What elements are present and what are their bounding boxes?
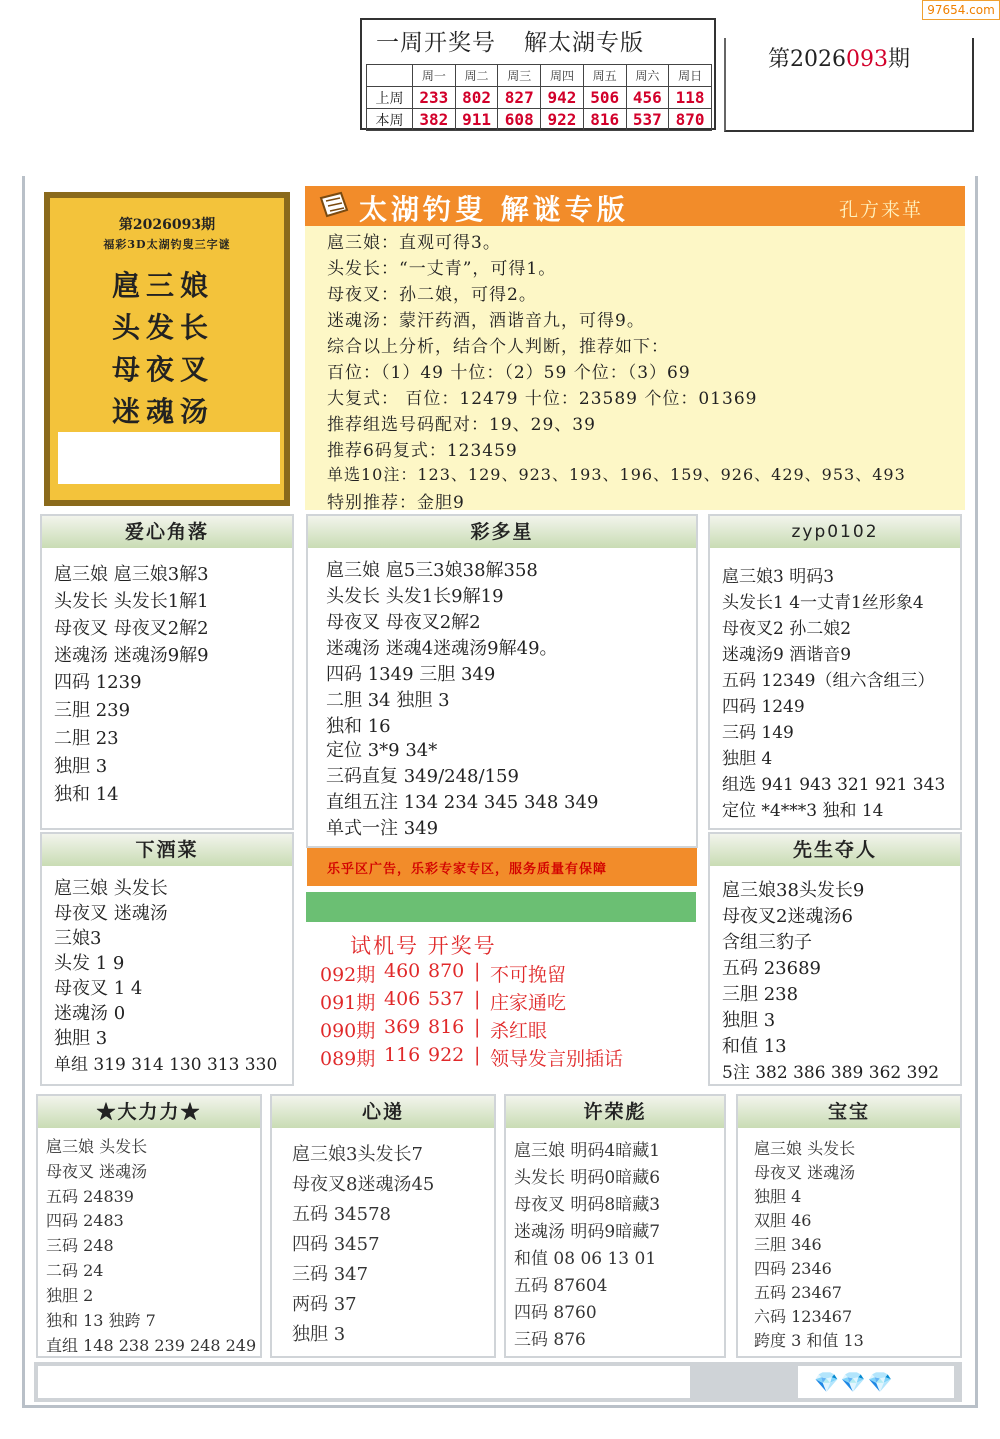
riddle-author: 孔方来革 (838, 199, 923, 221)
draw-number: 922 (428, 1044, 465, 1066)
panel-line: 母夜叉 迷魂汤 (54, 903, 168, 924)
panel-line: 双胆 46 (754, 1211, 812, 1230)
riddle-line: 特别推荐：金胆9 (327, 493, 465, 513)
diamond-icon: 💎💎💎 (814, 1370, 895, 1394)
panel-line: 扈三娘 扈5三3娘38解358 (326, 560, 538, 581)
panel-line: 扈三娘 头发长 (54, 878, 168, 899)
panel-line: 三胆 239 (54, 700, 131, 721)
trial-number: 460 (384, 960, 421, 982)
footer-blank (38, 1366, 690, 1398)
draw-number: 537 (626, 109, 669, 131)
panel-line: 五码 34578 (292, 1204, 391, 1225)
draw-number: 608 (498, 109, 541, 131)
draw-number: 506 (583, 87, 626, 109)
panel-line: 单组 319 314 130 313 330 (54, 1055, 278, 1075)
panel-line: 三码直复 349/248/159 (326, 766, 519, 787)
riddle-line: 迷魂汤：蒙汗药酒，酒谐音九，可得9。 (327, 311, 645, 331)
panel-line: 母夜叉2 孙二娘2 (722, 619, 852, 639)
riddle-card (44, 192, 290, 506)
panel-title: ★大力力★ (38, 1096, 260, 1128)
card-period: 第2026093期 (118, 217, 216, 233)
panel-line: 独胆 2 (46, 1286, 94, 1305)
draw-number: 537 (428, 988, 465, 1010)
panel-dalili (36, 1094, 262, 1358)
card-blank-area (58, 432, 280, 484)
table-row (367, 65, 712, 87)
panel-xindi (270, 1094, 496, 1358)
panel-line: 独胆 4 (754, 1187, 802, 1206)
draw-number: 816 (583, 109, 626, 131)
day-header: 周二 (455, 65, 498, 87)
panel-xiansheng (708, 832, 962, 1086)
draw-number: 456 (626, 87, 669, 109)
panel-xiajiucai (40, 832, 294, 1086)
draw-number: 802 (455, 87, 498, 109)
weekly-title-b: 解太湖专版 (524, 30, 644, 56)
period-prefix: 第2026 (768, 47, 846, 72)
period-box (724, 38, 974, 132)
period-label (768, 42, 910, 73)
panel-line: 三码 248 (46, 1236, 114, 1255)
panel-line: 直组 148 238 239 248 249 (46, 1336, 257, 1355)
panel-line: 含组三豹子 (722, 932, 812, 953)
panel-line: 独胆 3 (292, 1324, 346, 1345)
panel-line: 直组五注 134 234 345 348 349 (326, 792, 599, 813)
footer-bar (34, 1362, 962, 1402)
panel-line: 母夜叉 迷魂汤 (754, 1163, 856, 1182)
riddle-line: 推荐组选号码配对：19、29、39 (327, 415, 596, 435)
panel-line: 母夜叉 母夜叉2解2 (54, 618, 209, 639)
panel-line: 三胆 346 (754, 1235, 822, 1254)
draw-number: 118 (669, 87, 712, 109)
riddle-line: 扈三娘：直观可得3。 (327, 233, 501, 253)
trial-number: 406 (384, 988, 421, 1010)
ad-strip-text[interactable]: 乐乎区广告，乐彩专家专区，服务质量有保障 (327, 862, 608, 877)
panel-line: 四码 8760 (514, 1303, 597, 1323)
panel-aixin (40, 514, 294, 830)
panel-line: 头发长1 4一丈青1丝形象4 (722, 593, 924, 613)
riddle-card-inner (50, 198, 284, 500)
panel-line: 母夜叉 1 4 (54, 978, 143, 999)
panel-line: 四码 2346 (754, 1259, 832, 1278)
panel-line: 头发 1 9 (54, 953, 125, 974)
row-label: 本周 (367, 109, 413, 131)
draw-number: 870 (669, 109, 712, 131)
period-suffix: 期 (888, 47, 911, 72)
riddle-title: 太湖钓叟 解谜专版 (359, 193, 629, 226)
panel-title: 彩多星 (308, 516, 696, 548)
panel-xurongbiao (504, 1094, 726, 1358)
panel-line: 扈三娘 头发长 (46, 1137, 148, 1156)
trial-number: 116 (384, 1044, 421, 1066)
panel-line: 独胆 3 (54, 756, 108, 777)
trial-separator: | (474, 988, 481, 1010)
panel-line: 独和 13 独跨 7 (46, 1311, 156, 1330)
day-header: 周六 (626, 65, 669, 87)
table-cell (367, 65, 413, 87)
panel-line: 头发长 明码0暗藏6 (514, 1168, 661, 1188)
panel-line: 扈三娘 头发长 (754, 1139, 856, 1158)
panel-line: 迷魂汤 0 (54, 1003, 126, 1024)
panel-line: 三码 347 (292, 1264, 369, 1285)
panel-line: 二胆 23 (54, 728, 119, 749)
panel-line: 和值 13 (722, 1036, 787, 1057)
panel-line: 三胆 238 (722, 984, 799, 1005)
trial-separator: | (474, 1016, 481, 1038)
scroll-icon (317, 190, 351, 220)
row-label: 上周 (367, 87, 413, 109)
panel-line: 母夜叉2迷魂汤6 (722, 906, 853, 927)
panel-line: 定位 3*9 34* (326, 740, 438, 761)
day-header: 周一 (413, 65, 456, 87)
ad-strip (307, 848, 697, 886)
riddle-header (305, 186, 965, 226)
panel-title: 心递 (272, 1096, 494, 1128)
card-keyword: 扈三娘 (112, 269, 215, 302)
panel-line: 三娘3 (54, 928, 102, 949)
draw-number: 922 (541, 109, 584, 131)
panel-line: 二码 24 (46, 1261, 104, 1280)
weekly-title (362, 20, 714, 66)
panel-line: 母夜叉 明码8暗藏3 (514, 1195, 661, 1215)
panel-line: 四码 2483 (46, 1211, 124, 1230)
panel-line: 组选 941 943 321 921 343 (722, 775, 946, 795)
riddle-line: 综合以上分析，结合个人判断，推荐如下： (327, 337, 669, 357)
trial-period: 092期 (320, 964, 376, 986)
trial-note: 杀红眼 (490, 1020, 548, 1042)
day-header: 周四 (541, 65, 584, 87)
draw-number: 816 (428, 1016, 465, 1038)
panel-line: 母夜叉8迷魂汤45 (292, 1174, 435, 1195)
panel-zyp (708, 514, 962, 830)
riddle-line: 推荐6码复式：123459 (327, 441, 518, 461)
panel-line: 四码 3457 (292, 1234, 380, 1255)
panel-line: 三码 876 (514, 1330, 586, 1350)
riddle-body (305, 226, 965, 513)
panel-line: 独和 16 (326, 716, 391, 737)
trial-note: 领导发言别插话 (490, 1048, 624, 1070)
panel-line: 5注 382 386 389 362 392 (722, 1063, 940, 1083)
panel-line: 扈三娘3 明码3 (722, 567, 835, 587)
panel-line: 四码 1239 (54, 672, 142, 693)
panel-line: 三码 149 (722, 723, 794, 743)
panel-line: 独胆 3 (722, 1010, 776, 1031)
table-row (367, 109, 712, 131)
day-header: 周日 (669, 65, 712, 87)
site-watermark[interactable]: 97654.com (922, 0, 1000, 20)
draw-number: 870 (428, 960, 465, 982)
draw-number: 382 (413, 109, 456, 131)
panel-line: 扈三娘 扈三娘3解3 (54, 564, 209, 585)
panel-line: 头发长 头发长1解1 (54, 591, 209, 612)
card-subtitle: 福彩3D太湖钓叟三字谜 (103, 238, 231, 251)
panel-line: 单式一注 349 (326, 818, 439, 839)
panel-line: 两码 37 (292, 1294, 357, 1315)
panel-line: 二胆 34 独胆 3 (326, 690, 450, 711)
panel-line: 五码 87604 (514, 1276, 608, 1296)
weekly-title-a: 一周开奖号 (376, 30, 496, 56)
panel-title: 爱心角落 (42, 516, 292, 548)
table-row (367, 87, 712, 109)
period-number: 093 (846, 47, 888, 72)
panel-line: 迷魂汤9 酒谐音9 (722, 645, 852, 665)
draw-number: 827 (498, 87, 541, 109)
panel-line: 母夜叉 母夜叉2解2 (326, 612, 481, 633)
panel-line: 独和 14 (54, 784, 119, 805)
riddle-line: 母夜叉：孙二娘，可得2。 (327, 285, 537, 305)
trial-period: 091期 (320, 992, 376, 1014)
panel-line: 五码 24839 (46, 1187, 134, 1206)
trial-draw-box (306, 922, 696, 1082)
trial-separator: | (474, 960, 481, 982)
panel-line: 五码 23689 (722, 958, 821, 979)
trial-note: 庄家通吃 (490, 992, 567, 1014)
panel-line: 五码 23467 (754, 1283, 842, 1302)
panel-line: 扈三娘38头发长9 (722, 880, 865, 901)
panel-line: 独胆 3 (54, 1028, 108, 1049)
panel-line: 独胆 4 (722, 749, 773, 769)
panel-line: 跨度 3 和值 13 (754, 1331, 864, 1350)
panel-title: 宝宝 (738, 1096, 960, 1128)
panel-line: 四码 1249 (722, 697, 805, 717)
panel-line: 和值 08 06 13 01 (514, 1249, 657, 1269)
panel-line: 迷魂汤 迷魂4迷魂汤9解49。 (326, 638, 558, 659)
panel-line: 母夜叉 迷魂汤 (46, 1162, 148, 1181)
riddle-line: 大复式： 百位：12479 十位：23589 个位：01369 (327, 389, 758, 409)
panel-line: 五码 12349（组六含组三） (722, 671, 935, 691)
riddle-line: 头发长：“一丈青”，可得1。 (327, 259, 557, 279)
card-keyword: 母夜叉 (112, 353, 215, 386)
panel-baobao (736, 1094, 962, 1358)
weekly-table (366, 64, 712, 131)
riddle-line: 单选10注：123、129、923、193、196、159、926、429、953、493 (327, 465, 906, 484)
panel-line: 迷魂汤 迷魂汤9解9 (54, 645, 209, 666)
trial-title: 试机号 开奖号 (350, 934, 497, 958)
draw-number: 233 (413, 87, 456, 109)
panel-title: 下酒菜 (42, 834, 292, 866)
day-header: 周三 (498, 65, 541, 87)
trial-separator: | (474, 1044, 481, 1066)
weekly-draw-box (360, 18, 716, 130)
panel-line: 扈三娘3头发长7 (292, 1144, 423, 1165)
panel-title: 许荣彪 (506, 1096, 724, 1128)
trial-number: 369 (384, 1016, 421, 1038)
day-header: 周五 (583, 65, 626, 87)
trial-period: 089期 (320, 1048, 376, 1070)
trial-note: 不可挽留 (490, 964, 567, 986)
panel-line: 扈三娘 明码4暗藏1 (514, 1141, 661, 1161)
card-keyword: 头发长 (112, 311, 215, 344)
trial-period: 090期 (320, 1020, 376, 1042)
panel-caiduoxing (306, 514, 698, 848)
card-keyword: 迷魂汤 (112, 395, 215, 428)
green-divider (306, 892, 696, 922)
panel-line: 六码 123467 (754, 1307, 853, 1326)
riddle-line: 百位：（1）49 十位：（2）59 个位：（3）69 (327, 363, 691, 383)
panel-line: 迷魂汤 明码9暗藏7 (514, 1222, 661, 1242)
panel-line: 定位 *4***3 独和 14 (722, 801, 884, 821)
panel-line: 头发长 头发1长9解19 (326, 586, 504, 607)
draw-number: 942 (541, 87, 584, 109)
panel-title: zyp0102 (710, 516, 960, 548)
draw-number: 911 (455, 109, 498, 131)
panel-title: 先生夺人 (710, 834, 960, 866)
panel-line: 四码 1349 三胆 349 (326, 664, 496, 685)
